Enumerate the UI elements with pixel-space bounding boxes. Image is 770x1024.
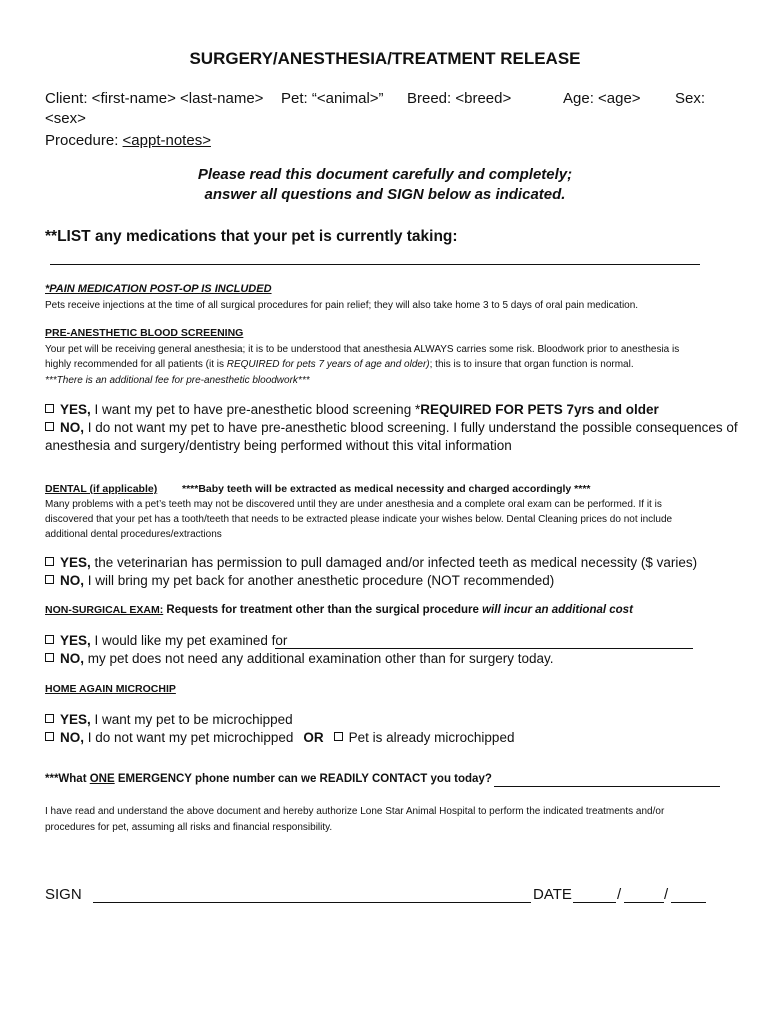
sex-label: Sex: <box>675 90 706 107</box>
procedure-label: Procedure: <box>45 132 119 149</box>
preanesthetic-no-option <box>45 420 738 435</box>
preanesthetic-text-2a: highly recommended for all patients (it is <box>45 359 227 370</box>
dental-note: ****Baby teeth will be extracted as medical necessity and charged accordingly **** <box>182 483 591 495</box>
preanesthetic-no-text: I do not want my pet to have pre-anesthetic blood screening. I fully understand the possible consequences of <box>84 420 738 435</box>
nonsurgical-no-option <box>45 651 554 666</box>
no-label: NO, <box>60 573 85 588</box>
nonsurgical-no-checkbox[interactable] <box>45 653 54 662</box>
procedure-value: <appt-notes> <box>122 132 211 149</box>
or-label: OR <box>303 730 324 745</box>
nonsurgical-text: Requests for treatment other than the surgical procedure <box>163 604 483 616</box>
dental-text-3: additional dental procedures/extractions <box>45 529 222 540</box>
dental-yes-text: the veterinarian has permission to pull damaged and/or infected teeth as medical necessity ($ varies) <box>90 555 698 570</box>
preanesthetic-text-2b: REQUIRED for pets 7 years of age and older) <box>226 359 430 370</box>
pain-text: Pets receive injections at the time of all surgical procedures for pain relief; they will also take home 3 to 5 days of oral pain medication. <box>45 300 639 311</box>
dental-yes-option <box>45 555 697 570</box>
dental-text-1: Many problems with a pet’s teeth may not be discovered until they are under anesthesia and a complete oral exam can be performed. If it is <box>45 499 662 510</box>
procedure <box>45 132 211 149</box>
nonsurgical-yes-text: I would like my pet examined for <box>90 633 288 648</box>
nonsurgical-no-text: my pet does not need any additional examination other than for surgery today. <box>84 651 554 666</box>
exam-reason-input-line[interactable] <box>275 648 693 649</box>
microchip-no-option <box>45 730 514 745</box>
emergency-post: EMERGENCY phone number can we READILY CONTACT you today? <box>114 773 492 785</box>
preanesthetic-no-checkbox[interactable] <box>45 422 54 431</box>
preanesthetic-text-2c: ; this is to insure that organ function is normal. <box>429 359 634 370</box>
dental-text-2: discovered that your pet has a tooth/teeth that needs to be extracted please indicate your wishes below. Dental Cleaning prices do not include <box>45 514 673 525</box>
age: Age: <age> <box>563 90 641 107</box>
preanesthetic-text-1: Your pet will be receiving general anesthesia; it is to be understood that anesthesia ALWAYS carries some risk. Bloodwork prior to anesthesia is <box>45 344 680 355</box>
emergency-question <box>45 773 492 785</box>
yes-label: YES, <box>60 633 91 648</box>
sex-value: <sex> <box>45 110 86 127</box>
nonsurgical-heading: NON-SURGICAL EXAM: <box>45 604 164 616</box>
microchip-already-text: Pet is already microchipped <box>348 730 515 745</box>
preanesthetic-no-text-2: anesthesia and surgery/dentistry being performed without this vital information <box>45 438 512 453</box>
yes-label: YES, <box>60 555 91 570</box>
dental-no-option <box>45 573 554 588</box>
preanesthetic-heading: PRE-ANESTHETIC BLOOD SCREENING <box>45 327 244 339</box>
authorization-line-1: I have read and understand the above document and hereby authorize Lone Star Animal Hospital to perform the indicated treatments and/or <box>45 806 665 817</box>
microchip-heading: HOME AGAIN MICROCHIP <box>45 683 176 695</box>
client-name: Client: <first-name> <last-name> <box>45 90 264 107</box>
sign-label: SIGN <box>45 886 82 903</box>
microchip-no-text: I do not want my pet microchipped <box>84 730 294 745</box>
medications-input-line[interactable] <box>50 264 700 265</box>
no-label: NO, <box>60 730 85 745</box>
microchip-no-checkbox[interactable] <box>45 732 54 741</box>
microchip-yes-text: I want my pet to be microchipped <box>90 712 293 727</box>
pain-heading: *PAIN MEDICATION POST-OP IS INCLUDED <box>45 283 272 295</box>
preanesthetic-yes-text: I want my pet to have pre-anesthetic blood screening * <box>90 402 421 417</box>
emergency-pre: ***What <box>45 773 90 785</box>
date-label: DATE <box>533 886 572 903</box>
emergency-one: ONE <box>89 773 115 785</box>
date-slash-1: / <box>617 886 622 903</box>
microchip-already-checkbox[interactable] <box>334 732 343 741</box>
instructions-line-1: Please read this document carefully and completely; <box>197 166 573 183</box>
date-year-input-line[interactable] <box>671 902 706 903</box>
preanesthetic-text-2 <box>45 357 634 372</box>
nonsurgical-cost-note: will incur an additional cost <box>482 604 633 616</box>
preanesthetic-yes-option <box>45 402 659 417</box>
emergency-phone-input-line[interactable] <box>494 786 720 787</box>
preanesthetic-yes-checkbox[interactable] <box>45 404 54 413</box>
microchip-yes-option <box>45 712 293 727</box>
no-label: NO, <box>60 420 85 435</box>
medications-heading: **LIST any medications that your pet is currently taking: <box>45 228 458 245</box>
date-slash-2: / <box>664 886 669 903</box>
signature-input-line[interactable] <box>93 902 531 903</box>
date-month-input-line[interactable] <box>573 902 616 903</box>
nonsurgical-yes-option <box>45 633 287 648</box>
dental-heading: DENTAL (if applicable) <box>45 483 158 495</box>
date-day-input-line[interactable] <box>624 902 664 903</box>
nonsurgical-yes-checkbox[interactable] <box>45 635 54 644</box>
pet-name: Pet: “<animal>” <box>281 90 384 107</box>
dental-no-text: I will bring my pet back for another anesthetic procedure (NOT recommended) <box>84 573 555 588</box>
no-label: NO, <box>60 651 85 666</box>
yes-label: YES, <box>60 402 91 417</box>
preanesthetic-fee-note: ***There is an additional fee for pre-anesthetic bloodwork*** <box>45 375 310 386</box>
dental-yes-checkbox[interactable] <box>45 557 54 566</box>
preanesthetic-required-note: REQUIRED FOR PETS 7yrs and older <box>420 402 659 417</box>
nonsurgical-heading-row <box>45 604 633 616</box>
breed: Breed: <breed> <box>407 90 512 107</box>
authorization-line-2: procedures for pet, assuming all risks and financial responsibility. <box>45 822 333 833</box>
document-title: SURGERY/ANESTHESIA/TREATMENT RELEASE <box>189 49 581 68</box>
instructions-line-2: answer all questions and SIGN below as indicated. <box>204 186 566 203</box>
dental-no-checkbox[interactable] <box>45 575 54 584</box>
yes-label: YES, <box>60 712 91 727</box>
microchip-yes-checkbox[interactable] <box>45 714 54 723</box>
